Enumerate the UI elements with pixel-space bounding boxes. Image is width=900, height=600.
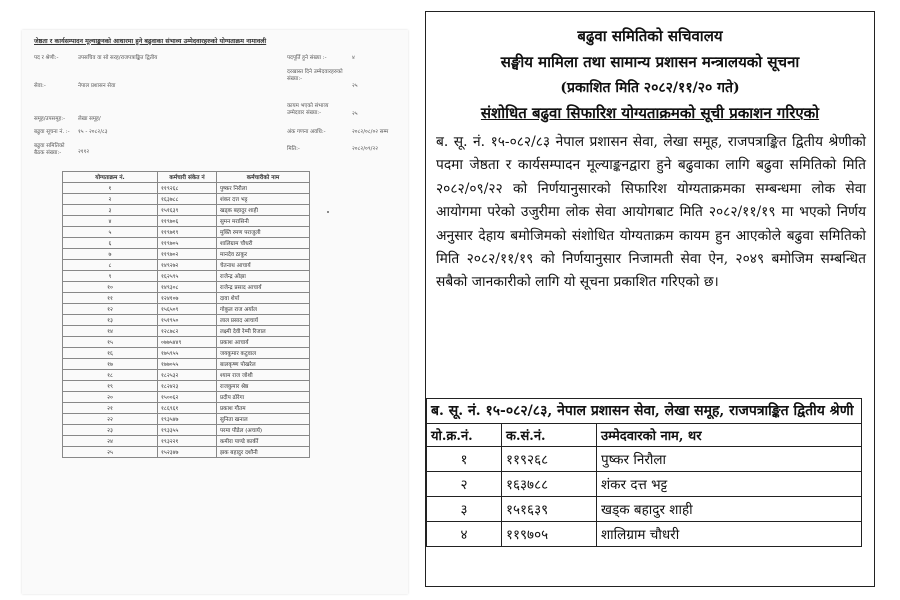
name-cell: सुमन मरासिनी <box>217 216 310 227</box>
table-row <box>63 381 310 392</box>
table-row <box>63 194 310 205</box>
table-row <box>63 326 310 337</box>
table-row <box>63 304 310 315</box>
rank-cell: १६ <box>63 348 158 359</box>
name-cell: प्रदीप ढोरेगा <box>217 392 310 403</box>
meta-kayam-value: २५ <box>352 111 358 117</box>
rank-cell: १८ <box>63 370 158 381</box>
rank-cell: ४ <box>427 522 502 547</box>
rank-cell: ६ <box>63 238 158 249</box>
name-cell: पुष्कर निरौला <box>217 183 310 194</box>
table-row <box>63 183 310 194</box>
meta-darkhast-value: २५ <box>352 83 358 89</box>
col-header-code: कर्मचारी संकेत नं <box>158 172 217 183</box>
published-date: (प्रकाशित मिति २०८२/११/२० गते) <box>560 80 740 96</box>
name-cell: दावा शेर्पा <box>217 293 310 304</box>
code-cell: १५६५०९ <box>158 304 217 315</box>
name-cell: लाल प्रसाद आचार्य <box>217 315 310 326</box>
meta-padpurti-value: ४ <box>352 55 355 61</box>
table-span-header-row <box>427 399 862 424</box>
name-cell: खड्क बहादुर शाही <box>217 205 310 216</box>
table-row <box>63 249 310 260</box>
meta-samuha-value: लेखा समूह/ <box>78 116 101 122</box>
name-cell: राजेन्द्र ओझा <box>217 271 310 282</box>
meta-baithak-value: २११२ <box>78 149 90 155</box>
code-cell: १९३५४७ <box>158 414 217 425</box>
code-cell: ११९२६८ <box>502 447 597 472</box>
meta-ank-value: २०८२/०८/०२ सम्म <box>352 129 389 135</box>
code-cell: १५१९५० <box>158 315 217 326</box>
code-cell: ११९२६८ <box>158 183 217 194</box>
table-row <box>427 472 862 497</box>
table-row <box>63 436 310 447</box>
code-cell: १५००६२ <box>158 392 217 403</box>
rank-cell: २० <box>63 392 158 403</box>
name-cell: शालिग्राम चौधरी <box>217 238 310 249</box>
table-span-header: ब. सू. नं. १५-०८२/८३, नेपाल प्रशासन सेवा, लेखा समूह, राजपत्राङ्कित द्वितीय श्रेणी <box>427 399 862 424</box>
name-cell: बालकृष्ण पोखरेल <box>217 359 310 370</box>
code-cell: १५२३४७ <box>158 447 217 458</box>
rank-cell: १० <box>63 282 158 293</box>
code-cell: १४९२७२ <box>158 260 217 271</box>
rank-cell: १३ <box>63 315 158 326</box>
table-row <box>63 227 310 238</box>
table-row <box>63 271 310 282</box>
col-header-name: कर्मचारीको नाम <box>217 172 310 183</box>
table-row <box>63 348 310 359</box>
code-cell: १८६९६१ <box>158 403 217 414</box>
name-cell: झक बहादुर दशौनी <box>217 447 310 458</box>
code-cell: ११९७०५ <box>502 522 597 547</box>
name-cell: चेतनाथ आचार्य <box>217 260 310 271</box>
meta-miti-value: २०८२/०९/२२ <box>352 146 379 152</box>
code-cell: १७७०५५ <box>158 359 217 370</box>
name-cell: राजेन्द्र प्रसाद आचार्य <box>217 282 310 293</box>
meta-suchana-label: बढुवा सूचना नं. :- <box>34 129 70 135</box>
rank-cell: २३ <box>63 425 158 436</box>
meta-darkhast-label: दरखास्त दिने उम्मेदवारहरुको संख्या:- <box>287 69 343 82</box>
code-cell: १६३७८८ <box>158 194 217 205</box>
code-cell: ०७७५४४९ <box>158 337 217 348</box>
code-cell: १९३३५५ <box>158 425 217 436</box>
table-row <box>63 238 310 249</box>
code-cell: ११९७०६ <box>158 216 217 227</box>
table-row <box>63 282 310 293</box>
table-row <box>63 425 310 436</box>
code-cell: १२४१०७ <box>158 293 217 304</box>
name-cell: लक्ष्मी देवी रेग्मी रिजाल <box>217 326 310 337</box>
notice-body: ब. सू. नं. १५-०८२/८३ नेपाल प्रशासन सेवा, लेखा समूह, राजपत्राङ्कित द्वितीय श्रेणीको पदमा जेष्ठता र कार्यसम्पादन मूल्याङ्कनद्वारा हुने बढुवाका लागि बढुवा समितिको मिति २०८२/०९/२२ को निर्णयानुसारको सिफारिश योग्यताक्रमका सम्बन्धमा लोक सेवा आयोगमा परेको उजुरीमा लोक सेवा आयोगबाट मिति २०८२/११/१९ मा भएको निर्णय अनुसार देहाय बमोजिमको संशोधित योग्यताक्रम कायम हुन आएकोले बढुवा समितिको मिति २०८२/११/१९ को निर्णयानुसार निजामती सेवा ऐन, २०४९ बमोजिम सम्बन्धित सबैको जानकारीको लागि यो सूचना प्रकाशित गरिएको छ। <box>436 134 866 291</box>
ministry-heading: सङ्घीय मामिला तथा सामान्य प्रशासन मन्त्रालयको सूचना <box>500 53 800 71</box>
table-row <box>63 392 310 403</box>
name-cell: परमा पौडेल (अचार्य) <box>217 425 310 436</box>
table-row <box>63 337 310 348</box>
meta-ank-label: अंक गणना अवधि:- <box>287 129 326 135</box>
rank-cell: १ <box>63 183 158 194</box>
rank-cell: २४ <box>63 436 158 447</box>
name-cell: शालिग्राम चौधरी <box>597 522 862 547</box>
meta-baithak-label: बढुवा समितिको बैठक संख्या:- <box>34 143 65 156</box>
merit-list-table <box>62 171 310 458</box>
col-header-name: उम्मेदवारको नाम, थर <box>597 424 862 447</box>
rank-cell: ५ <box>63 227 158 238</box>
left-document-scan <box>22 30 408 594</box>
meta-samuha-label: समूह/उपसमूह:- <box>34 116 66 122</box>
code-cell: १२८७८२ <box>158 326 217 337</box>
meta-sewa-label: सेवा:- <box>34 83 46 89</box>
name-cell: कमीरा पाण्डे कार्की <box>217 436 310 447</box>
table-row <box>63 370 310 381</box>
table-row <box>63 260 310 271</box>
meta-sewa-value: नेपाल प्रशासन सेवा <box>78 83 116 89</box>
col-header-rank: योग्यताक्रम नं. <box>63 172 158 183</box>
rank-cell: १ <box>427 447 502 472</box>
rank-cell: ९ <box>63 271 158 282</box>
table-row <box>63 293 310 304</box>
meta-miti-label: मिति:- <box>287 146 300 152</box>
rank-cell: ८ <box>63 260 158 271</box>
table-header-row <box>427 424 862 447</box>
scan-speck <box>327 211 329 213</box>
table-row <box>63 216 310 227</box>
table-row <box>63 414 310 425</box>
left-document-title: जेष्ठता र कार्यसम्पादन मूल्याङ्कनको आधारमा हुने बढुवाका संभाव्य उम्मेदवारहरुको योग्यताक्रम नामावली <box>34 38 267 45</box>
rank-cell: २ <box>427 472 502 497</box>
name-cell: मुक्ति रमण पराजुली <box>217 227 310 238</box>
rank-cell: १७ <box>63 359 158 370</box>
rank-cell: ११ <box>63 293 158 304</box>
code-cell: १४९३०८ <box>158 282 217 293</box>
code-cell: १८२५३२ <box>158 370 217 381</box>
code-cell: १५१६३९ <box>158 205 217 216</box>
code-cell: १५१६३९ <box>502 497 597 522</box>
table-row <box>427 497 862 522</box>
table-row <box>63 447 310 458</box>
name-cell: मानदेव ठाकुर <box>217 249 310 260</box>
name-cell: खड्क बहादुर शाही <box>597 497 862 522</box>
rank-cell: २२ <box>63 414 158 425</box>
rank-cell: १२ <box>63 304 158 315</box>
name-cell: प्रकाश आचार्य <box>217 337 310 348</box>
col-header-code: क.सं.नं. <box>502 424 597 447</box>
table-row <box>63 359 310 370</box>
secretariat-heading: बढुवा समितिको सचिवालय <box>577 27 723 45</box>
meta-suchana-value: १५ - २०८२/८३ <box>78 129 108 135</box>
meta-pad-value: उपसचिव वा सो सरह/राजपत्राङ्कित द्वितीय <box>78 55 158 61</box>
notice-title: संशोधित बढुवा सिफारिश योग्यताक्रमको सूची प्रकाशन गरिएको <box>480 104 820 122</box>
code-cell: ११९७१९ <box>158 227 217 238</box>
table-row <box>427 522 862 547</box>
name-cell: शंकर दत्त भट्ट <box>217 194 310 205</box>
name-cell: शंकर दत्त भट्ट <box>597 472 862 497</box>
rank-cell: १५ <box>63 337 158 348</box>
revised-merit-table <box>426 398 862 547</box>
rank-cell: ७ <box>63 249 158 260</box>
rank-cell: १९ <box>63 381 158 392</box>
rank-cell: २ <box>63 194 158 205</box>
code-cell: १७५९५५ <box>158 348 217 359</box>
name-cell: राजकुमार श्रेष्ठ <box>217 381 310 392</box>
rank-cell: १४ <box>63 326 158 337</box>
name-cell: जयकुमार कटुवाल <box>217 348 310 359</box>
right-notice <box>425 11 875 587</box>
table-row <box>63 403 310 414</box>
code-cell: १६३७८८ <box>502 472 597 497</box>
name-cell: पुष्कर निरौला <box>597 447 862 472</box>
code-cell: १८२४२३ <box>158 381 217 392</box>
rank-cell: ३ <box>427 497 502 522</box>
name-cell: श्याम राज जोशी <box>217 370 310 381</box>
name-cell: प्रकाश गौतम <box>217 403 310 414</box>
meta-padpurti-label: पदपूर्ति हुने संख्या :- <box>287 55 327 61</box>
rank-cell: ३ <box>63 205 158 216</box>
code-cell: १९३२२१ <box>158 436 217 447</box>
table-header-row <box>63 172 310 183</box>
table-row <box>63 205 310 216</box>
col-header-rank: यो.क्र.नं. <box>427 424 502 447</box>
code-cell: ११९७०५ <box>158 238 217 249</box>
rank-cell: ४ <box>63 216 158 227</box>
meta-kayam-label: कायम भएको संभाव्य उम्मेदवार संख्या:- <box>287 103 329 116</box>
notice-table-box <box>426 398 862 584</box>
code-cell: ११९७०२ <box>158 249 217 260</box>
name-cell: सुनिता खनाल <box>217 414 310 425</box>
rank-cell: २१ <box>63 403 158 414</box>
meta-pad-label: पद र श्रेणी:- <box>34 55 59 61</box>
code-cell: १६२५९५ <box>158 271 217 282</box>
table-row <box>427 447 862 472</box>
name-cell: गोकुल राज अर्याल <box>217 304 310 315</box>
table-row <box>63 315 310 326</box>
rank-cell: २५ <box>63 447 158 458</box>
